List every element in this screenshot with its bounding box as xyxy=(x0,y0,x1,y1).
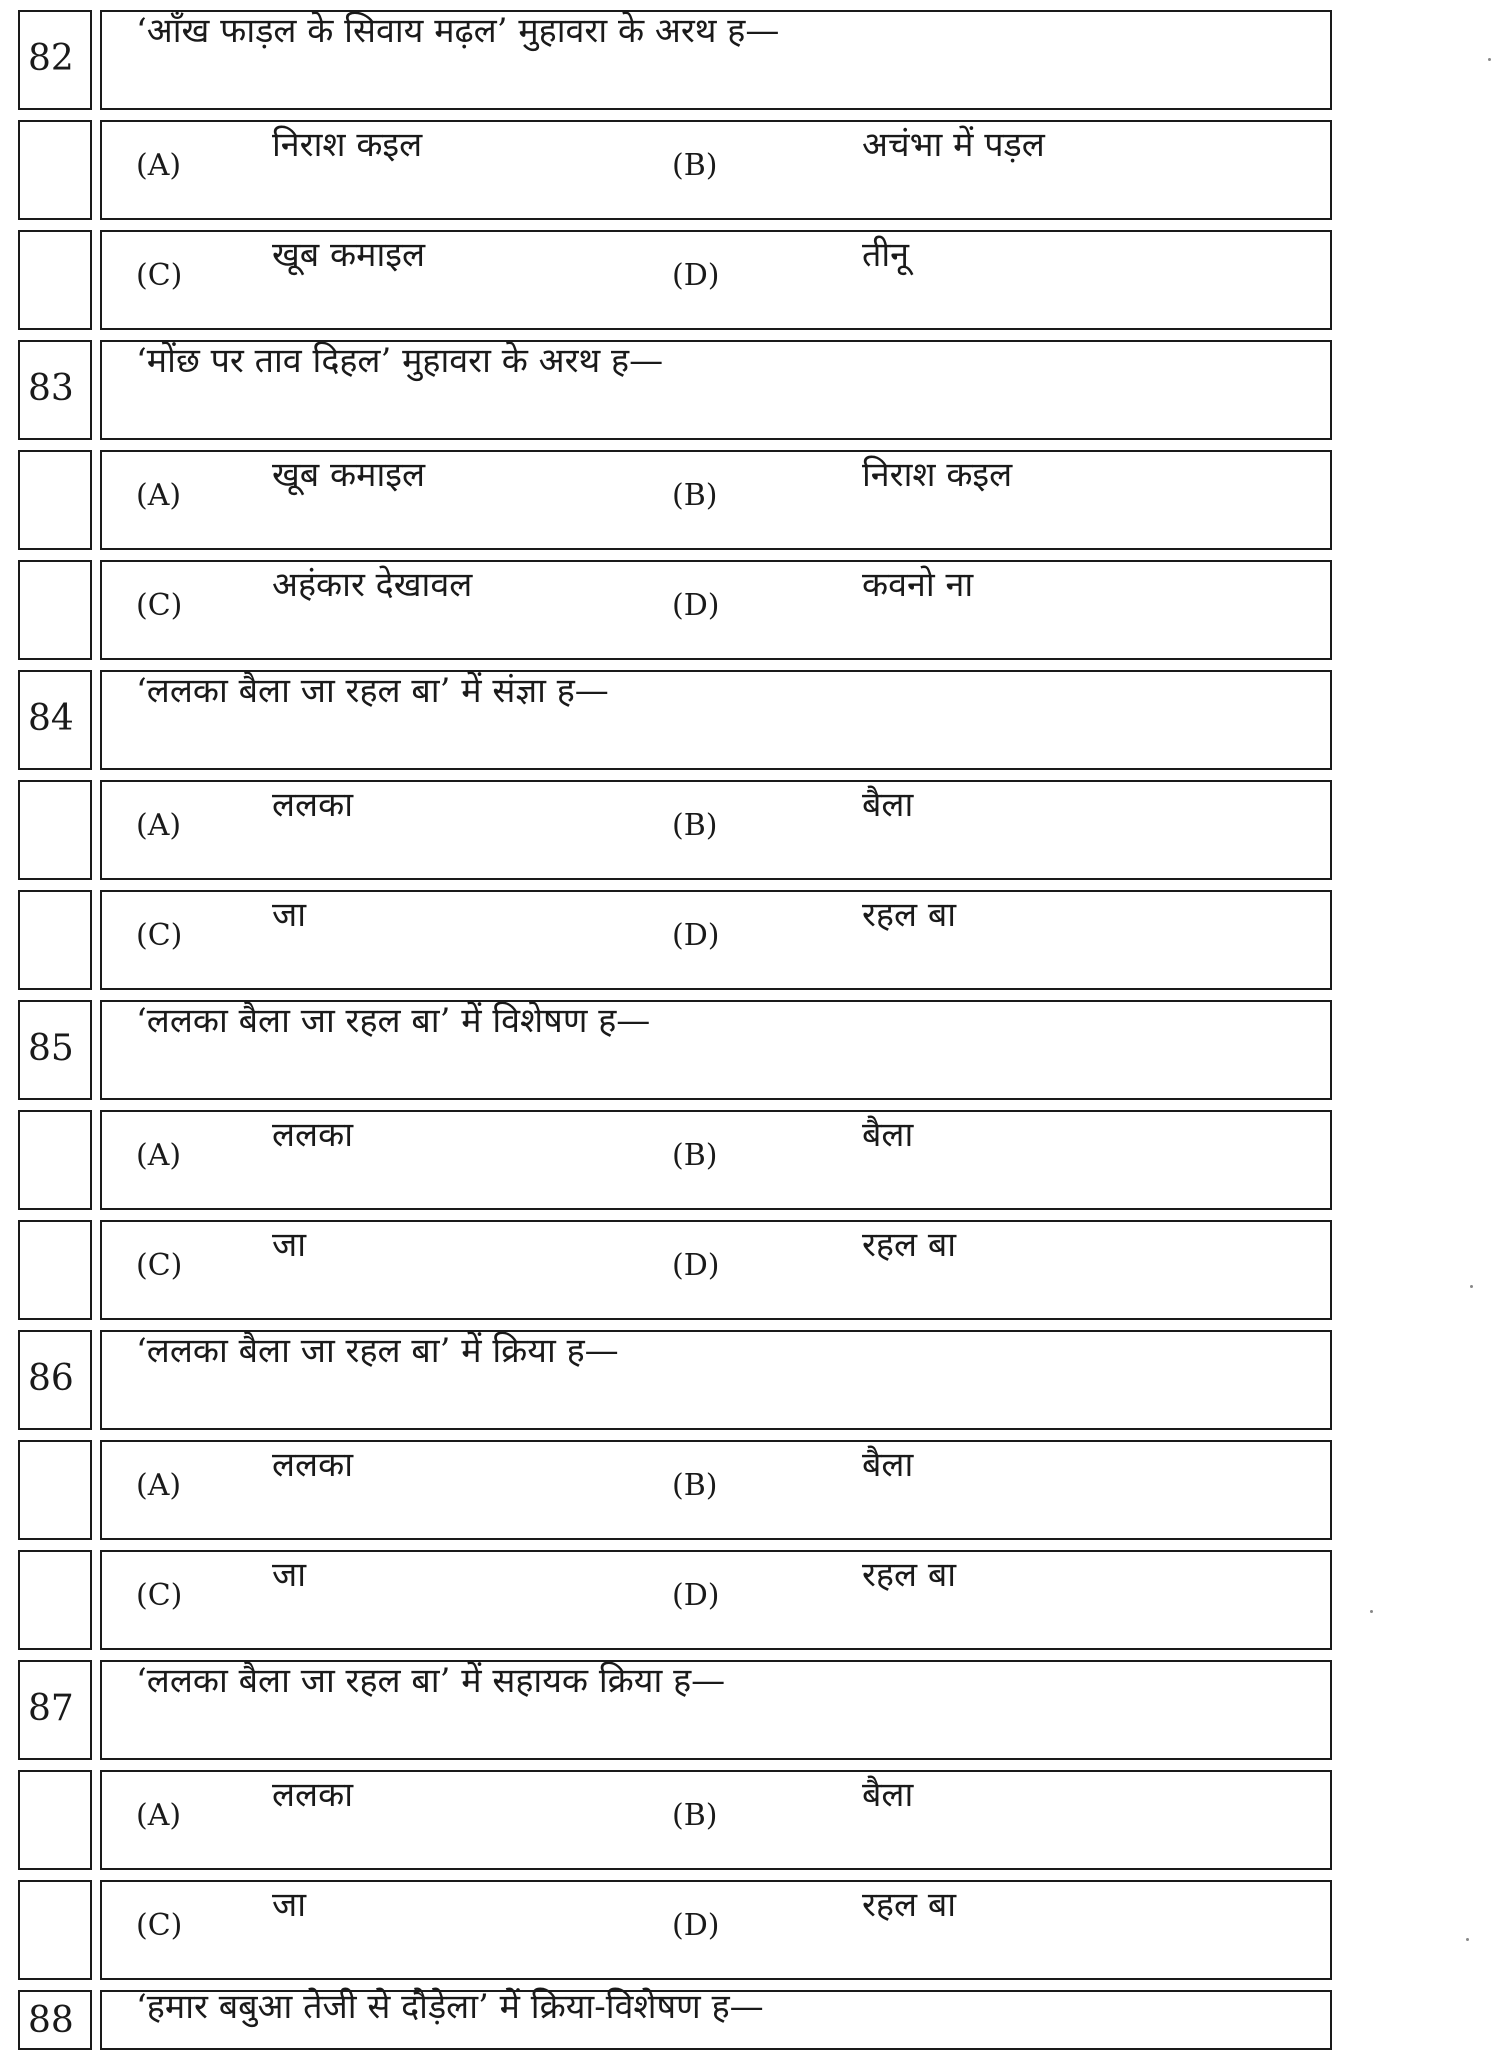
option-d-text: रहल बा xyxy=(862,1885,957,1925)
options-row-cd xyxy=(0,560,1505,660)
question-number-cell xyxy=(18,1000,92,1100)
option-b-text: निराश कइल xyxy=(862,455,1013,495)
question-text-cell xyxy=(100,1000,1332,1100)
option-b-label: (B) xyxy=(672,1798,718,1833)
options-row-cd xyxy=(0,1220,1505,1320)
option-b-text: बैला xyxy=(862,785,914,825)
options-cell xyxy=(100,1550,1332,1650)
question-text-cell xyxy=(100,1660,1332,1760)
options-row-ab xyxy=(0,1770,1505,1870)
option-a-text: ललका xyxy=(272,1445,354,1485)
option-a-label: (A) xyxy=(136,478,182,513)
scan-speck xyxy=(1370,1610,1373,1613)
option-b-text: बैला xyxy=(862,1775,914,1815)
question-82 xyxy=(0,10,1505,340)
option-c-label: (C) xyxy=(136,258,183,293)
scan-speck xyxy=(1470,1285,1473,1288)
options-row-ab xyxy=(0,780,1505,880)
option-b-text: बैला xyxy=(862,1445,914,1485)
question-87 xyxy=(0,1660,1505,1990)
option-c-label: (C) xyxy=(136,1908,183,1943)
question-number: 86 xyxy=(28,1358,74,1399)
options-row-cd xyxy=(0,230,1505,330)
empty-number-cell xyxy=(18,1550,92,1650)
option-c-label: (C) xyxy=(136,588,183,623)
option-c-text: जा xyxy=(272,1555,307,1595)
scan-speck xyxy=(1488,58,1491,61)
question-number: 88 xyxy=(28,2000,74,2041)
option-b-text: बैला xyxy=(862,1115,914,1155)
option-d-text: रहल बा xyxy=(862,895,957,935)
question-text-cell xyxy=(100,670,1332,770)
option-d-text: तीनू xyxy=(862,235,910,275)
option-d-label: (D) xyxy=(672,588,720,623)
question-stem: ‘ललका बैला जा रहल बा’ में सहायक क्रिया ह— xyxy=(136,1661,726,1701)
option-a-label: (A) xyxy=(136,1798,182,1833)
option-a-text: खूब कमाइल xyxy=(272,455,426,495)
option-b-label: (B) xyxy=(672,1468,718,1503)
empty-number-cell xyxy=(18,890,92,990)
question-88-partial xyxy=(0,1987,1505,2041)
option-a-label: (A) xyxy=(136,808,182,843)
option-a-text: ललका xyxy=(272,1115,354,1155)
empty-number-cell xyxy=(18,120,92,220)
option-b-label: (B) xyxy=(672,148,718,183)
option-a-text: निराश कइल xyxy=(272,125,423,165)
option-b-label: (B) xyxy=(672,478,718,513)
options-row-ab xyxy=(0,1440,1505,1540)
option-d-text: कवनो ना xyxy=(862,565,974,605)
option-d-label: (D) xyxy=(672,1908,720,1943)
question-number-cell xyxy=(18,670,92,770)
empty-number-cell xyxy=(18,1440,92,1540)
question-number: 85 xyxy=(28,1028,74,1069)
empty-number-cell xyxy=(18,1110,92,1210)
question-number: 87 xyxy=(28,1688,74,1729)
option-c-text: जा xyxy=(272,895,307,935)
option-c-text: अहंकार देखावल xyxy=(272,565,473,605)
option-c-text: खूब कमाइल xyxy=(272,235,426,275)
option-a-label: (A) xyxy=(136,1468,182,1503)
empty-number-cell xyxy=(18,780,92,880)
option-c-label: (C) xyxy=(136,1578,183,1613)
question-number: 84 xyxy=(28,698,74,739)
question-stem: ‘मोंछ पर ताव दिहल’ मुहावरा के अरथ ह— xyxy=(136,341,664,381)
question-stem-row xyxy=(0,340,1505,440)
scan-speck xyxy=(1466,1938,1469,1941)
options-cell xyxy=(100,560,1332,660)
option-d-label: (D) xyxy=(672,1578,720,1613)
question-stem-row xyxy=(0,670,1505,770)
question-text-cell xyxy=(100,1330,1332,1430)
question-text-cell xyxy=(100,340,1332,440)
options-row-ab xyxy=(0,120,1505,220)
options-row-cd xyxy=(0,890,1505,990)
option-a-text: ललका xyxy=(272,785,354,825)
options-cell xyxy=(100,450,1332,550)
question-84 xyxy=(0,670,1505,1000)
options-row-cd xyxy=(0,1550,1505,1650)
options-cell xyxy=(100,1880,1332,1980)
question-stem-row xyxy=(0,1660,1505,1760)
question-text-cell xyxy=(100,10,1332,110)
option-d-label: (D) xyxy=(672,1248,720,1283)
options-row-ab xyxy=(0,450,1505,550)
options-cell xyxy=(100,780,1332,880)
empty-number-cell xyxy=(18,230,92,330)
question-83 xyxy=(0,340,1505,670)
empty-number-cell xyxy=(18,1770,92,1870)
question-86 xyxy=(0,1330,1505,1660)
option-b-label: (B) xyxy=(672,1138,718,1173)
options-row-ab xyxy=(0,1110,1505,1210)
question-number-cell xyxy=(18,10,92,110)
options-cell xyxy=(100,1770,1332,1870)
empty-number-cell xyxy=(18,1880,92,1980)
question-number-cell xyxy=(18,340,92,440)
question-85 xyxy=(0,1000,1505,1330)
option-b-label: (B) xyxy=(672,808,718,843)
option-b-text: अचंभा में पड़ल xyxy=(862,125,1045,165)
question-number-cell xyxy=(18,1330,92,1430)
options-cell xyxy=(100,890,1332,990)
question-stem: ‘ललका बैला जा रहल बा’ में विशेषण ह— xyxy=(136,1001,651,1041)
options-cell xyxy=(100,1110,1332,1210)
option-c-text: जा xyxy=(272,1225,307,1265)
question-number-cell xyxy=(18,1990,92,2050)
option-d-text: रहल बा xyxy=(862,1225,957,1265)
option-d-text: रहल बा xyxy=(862,1555,957,1595)
question-stem: ‘ललका बैला जा रहल बा’ में क्रिया ह— xyxy=(136,1331,619,1371)
options-cell xyxy=(100,1220,1332,1320)
question-number: 82 xyxy=(28,38,74,79)
question-stem-row xyxy=(0,10,1505,110)
question-stem: ‘ललका बैला जा रहल बा’ में संज्ञा ह— xyxy=(136,671,609,711)
options-row-cd xyxy=(0,1880,1505,1980)
empty-number-cell xyxy=(18,1220,92,1320)
question-stem-row xyxy=(0,1000,1505,1100)
empty-number-cell xyxy=(18,560,92,660)
question-number: 83 xyxy=(28,368,74,409)
options-cell xyxy=(100,1440,1332,1540)
options-cell xyxy=(100,230,1332,330)
question-stem-row xyxy=(0,1330,1505,1430)
option-d-label: (D) xyxy=(672,258,720,293)
option-d-label: (D) xyxy=(672,918,720,953)
option-c-text: जा xyxy=(272,1885,307,1925)
question-text-cell xyxy=(100,1987,1332,2050)
question-stem: ‘हमार बबुआ तेजी से दौड़ेला’ में क्रिया-विशेषण ह— xyxy=(136,1987,764,2027)
empty-number-cell xyxy=(18,450,92,550)
options-cell xyxy=(100,120,1332,220)
question-stem: ‘आँख फाड़ल के सिवाय मढ़ल’ मुहावरा के अरथ ह— xyxy=(136,11,780,51)
option-c-label: (C) xyxy=(136,1248,183,1283)
option-a-label: (A) xyxy=(136,1138,182,1173)
option-a-text: ललका xyxy=(272,1775,354,1815)
option-c-label: (C) xyxy=(136,918,183,953)
option-a-label: (A) xyxy=(136,148,182,183)
question-number-cell xyxy=(18,1660,92,1760)
